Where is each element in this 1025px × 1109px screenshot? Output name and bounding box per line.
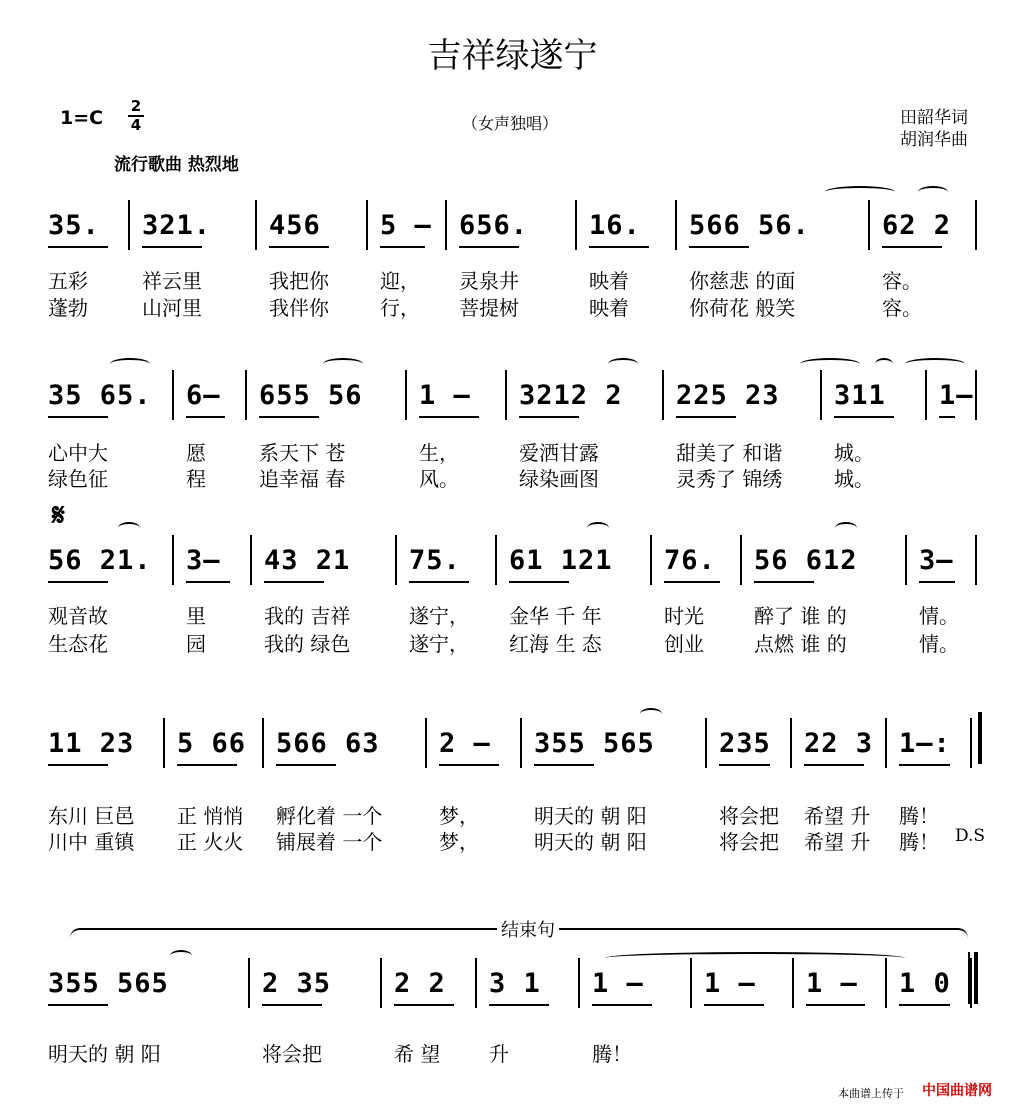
bar-line [925,370,927,420]
measure-notes: 321. [142,210,212,241]
lyric-text: 腾！ [592,1042,632,1066]
site-logo: 中国曲谱网 [922,1083,992,1099]
note-beam [754,581,814,583]
measure-notes: 355 565 [534,728,655,759]
measure-notes: 1 0 [899,968,951,999]
note-beam [409,581,469,583]
lyric-text: 迎， [380,269,420,293]
lyric-text: 你荷花 般笑 [689,296,796,320]
note-beam [939,416,955,418]
bar-line [820,370,822,420]
bar-line [975,535,977,585]
tie-mark [918,186,948,198]
lyric-text: 你慈悲 的面 [689,269,796,293]
lyric-text: 愿 [186,441,206,465]
lyric-text: 祥云里 [142,269,202,293]
bar-line [445,200,447,250]
bar-line [740,535,742,585]
bar-line [425,718,427,768]
bar-line [380,958,382,1008]
lyric-text: 生， [419,441,459,465]
measure-notes: 355 565 [48,968,169,999]
note-beam [48,246,108,248]
lyric-text: 希 望 [394,1042,441,1066]
lyric-text: 正 悄悄 [177,804,244,828]
lyric-text: 我的 绿色 [264,632,351,656]
lyric-text: 铺展着 一个 [276,830,383,854]
lyric-text: 腾！ [899,830,939,854]
lyric-text: 生态花 [48,632,108,656]
note-beam [259,416,319,418]
bar-line [905,535,907,585]
final-bar-line [978,712,982,764]
measure-notes: 3 1 [489,968,541,999]
note-beam [459,246,519,248]
lyric-text: 我把你 [269,269,329,293]
measure-notes: 656. [459,210,529,241]
tie-mark [825,186,895,198]
note-beam [806,1004,865,1006]
bar-line [475,958,477,1008]
bar-line [885,718,887,768]
bar-line [248,958,250,1008]
measure-notes: 22 3 [804,728,874,759]
lyric-text: 甜美了 和谐 [676,441,783,465]
lyric-text: 映着 [589,296,629,320]
note-beam [834,416,894,418]
lyricist-credit: 田韶华词 [900,108,968,128]
note-beam [262,1004,322,1006]
performance-note: （女声独唱） [462,114,559,133]
lyric-text: 明天的 朝 阳 [534,804,647,828]
upload-note: 本曲谱上传于 [838,1087,904,1100]
bar-line [975,200,977,250]
note-beam [882,246,942,248]
lyric-text: 将会把 [719,804,779,828]
lyric-text: 程 [186,467,206,491]
lyric-text: 孵化着 一个 [276,804,383,828]
note-beam [48,1004,108,1006]
lyric-text: 绿染画图 [519,467,599,491]
ds-marking: D.S [955,826,986,846]
note-beam [589,246,649,248]
bar-line [970,958,972,1008]
measure-notes: 235 [719,728,771,759]
measure-notes: 76. [664,545,716,576]
composer-credit: 胡润华曲 [900,130,968,150]
measure-notes: 311 [834,380,886,411]
tie-mark [905,358,965,370]
measure-notes: 16. [589,210,641,241]
tie-mark [605,952,905,964]
note-beam [48,416,108,418]
lyric-text: 映着 [589,269,629,293]
lyric-text: 追幸福 春 [259,467,346,491]
note-beam [592,1004,652,1006]
note-beam [419,416,479,418]
measure-notes: 5 66 [177,728,247,759]
bar-line [975,370,977,420]
lyric-text: 五彩 [48,269,88,293]
bar-line [578,958,580,1008]
note-beam [394,1004,454,1006]
note-beam [804,764,864,766]
lyric-text: 明天的 朝 阳 [534,830,647,854]
note-beam [899,1004,950,1006]
bar-line [675,200,677,250]
note-beam [380,246,425,248]
note-beam [186,581,230,583]
lyric-text: 山河里 [142,296,202,320]
lyric-text: 心中大 [48,441,108,465]
measure-notes: 456 [269,210,321,241]
lyric-text: 明天的 朝 阳 [48,1042,161,1066]
lyric-text: 菩提树 [459,296,519,320]
bar-line [250,535,252,585]
measure-notes: 1 – [419,380,471,411]
measure-notes: 566 56. [689,210,810,241]
note-beam [186,416,225,418]
lyric-text: 金华 千 年 [509,604,602,628]
bar-line [970,718,972,768]
bar-line [690,958,692,1008]
lyric-text: 升 [489,1042,509,1066]
segno-sign: 𝄋 [52,498,65,533]
bar-line [172,370,174,420]
measure-notes: 655 56 [259,380,363,411]
note-beam [439,764,499,766]
lyric-text: 将会把 [262,1042,322,1066]
lyric-text: 时光 [664,604,704,628]
note-beam [177,764,237,766]
tie-mark [640,708,662,720]
measure-notes: 11 23 [48,728,135,759]
note-beam [276,764,336,766]
bar-line [255,200,257,250]
note-beam [48,581,108,583]
measure-notes: 2 – [439,728,491,759]
bar-line [405,370,407,420]
tempo-marking: 流行歌曲 热烈地 [114,155,239,175]
bar-line [495,535,497,585]
lyric-text: 绿色征 [48,467,108,491]
time-signature-bottom: 4 [130,116,142,134]
bar-line [885,958,887,1008]
lyric-text: 容。 [882,269,922,293]
lyric-text: 城。 [834,467,874,491]
lyric-text: 行， [380,296,420,320]
bar-line [662,370,664,420]
note-beam [48,764,108,766]
note-beam [676,416,736,418]
note-beam [489,1004,549,1006]
measure-notes: 35. [48,210,100,241]
bar-line [790,718,792,768]
lyric-text: 希望 升 [804,804,871,828]
note-beam [509,581,569,583]
measure-notes: 2 35 [262,968,332,999]
tie-mark [323,358,363,370]
bar-line [792,958,794,1008]
bar-line [245,370,247,420]
bar-line [366,200,368,250]
lyric-text: 我伴你 [269,296,329,320]
lyric-text: 将会把 [719,830,779,854]
measure-notes: 62 2 [882,210,952,241]
measure-notes: 3– [919,545,954,576]
bar-line [172,535,174,585]
measure-notes: 1 – [704,968,756,999]
tie-mark [110,358,150,370]
key-signature: 1=C [60,107,104,129]
measure-notes: 1–: [899,728,951,759]
final-bar-line [974,952,978,1004]
lyric-text: 灵秀了 锦绣 [676,467,783,491]
measure-notes: 566 63 [276,728,380,759]
note-beam [142,246,202,248]
final-bar-line [968,952,970,1004]
lyric-text: 系天下 苍 [259,441,346,465]
song-title: 吉祥绿遂宁 [427,36,598,76]
bar-line [650,535,652,585]
lyric-text: 爱洒甘露 [519,441,599,465]
ending-label: 结束句 [497,916,559,942]
measure-notes: 56 612 [754,545,858,576]
lyric-text: 灵泉井 [459,269,519,293]
lyric-text: 梦， [439,830,479,854]
tie-mark [608,358,638,370]
lyric-text: 情。 [919,632,959,656]
bar-line [163,718,165,768]
lyric-text: 梦， [439,804,479,828]
time-signature [128,99,144,133]
tie-mark [875,358,893,370]
tie-mark [118,522,140,534]
lyric-text: 东川 巨邑 [48,804,135,828]
lyric-text: 城。 [834,441,874,465]
bar-line [868,200,870,250]
note-beam [264,581,324,583]
lyric-text: 遂宁， [409,632,469,656]
measure-notes: 1 – [806,968,858,999]
measure-notes: 3212 2 [519,380,623,411]
lyric-text: 我的 吉祥 [264,604,351,628]
note-beam [689,246,749,248]
measure-notes: 1 – [592,968,644,999]
note-beam [269,246,329,248]
lyric-text: 创业 [664,632,704,656]
tie-mark [800,358,860,370]
lyric-text: 遂宁， [409,604,469,628]
note-beam [664,581,720,583]
lyric-text: 容。 [882,296,922,320]
note-beam [519,416,579,418]
bar-line [575,200,577,250]
lyric-text: 腾！ [899,804,939,828]
bar-line [705,718,707,768]
lyric-text: 正 火火 [177,830,244,854]
time-signature-top: 2 [130,97,142,115]
bar-line [395,535,397,585]
measure-notes: 61 121 [509,545,613,576]
note-beam [919,581,955,583]
lyric-text: 风。 [419,467,459,491]
lyric-text: 观音故 [48,604,108,628]
lyric-text: 红海 生 态 [509,632,602,656]
lyric-text: 蓬勃 [48,296,88,320]
measure-notes: 35 65. [48,380,152,411]
bar-line [520,718,522,768]
measure-notes: 56 21. [48,545,152,576]
bar-line [128,200,130,250]
measure-notes: 6– [186,380,221,411]
measure-notes: 225 23 [676,380,780,411]
bar-line [505,370,507,420]
measure-notes: 43 21 [264,545,351,576]
lyric-text: 希望 升 [804,830,871,854]
bar-line [262,718,264,768]
measure-notes: 2 2 [394,968,446,999]
lyric-text: 醉了 谁 的 [754,604,847,628]
lyric-text: 里 [186,604,206,628]
measure-notes: 1– [939,380,974,411]
tie-mark [170,950,192,962]
note-beam [719,764,770,766]
measure-notes: 5 – [380,210,432,241]
note-beam [534,764,594,766]
tie-mark [835,522,857,534]
note-beam [899,764,950,766]
measure-notes: 3– [186,545,221,576]
tie-mark [587,522,609,534]
lyric-text: 点燃 谁 的 [754,632,847,656]
note-beam [704,1004,764,1006]
lyric-text: 川中 重镇 [48,830,135,854]
measure-notes: 75. [409,545,461,576]
lyric-text: 园 [186,632,206,656]
lyric-text: 情。 [919,604,959,628]
